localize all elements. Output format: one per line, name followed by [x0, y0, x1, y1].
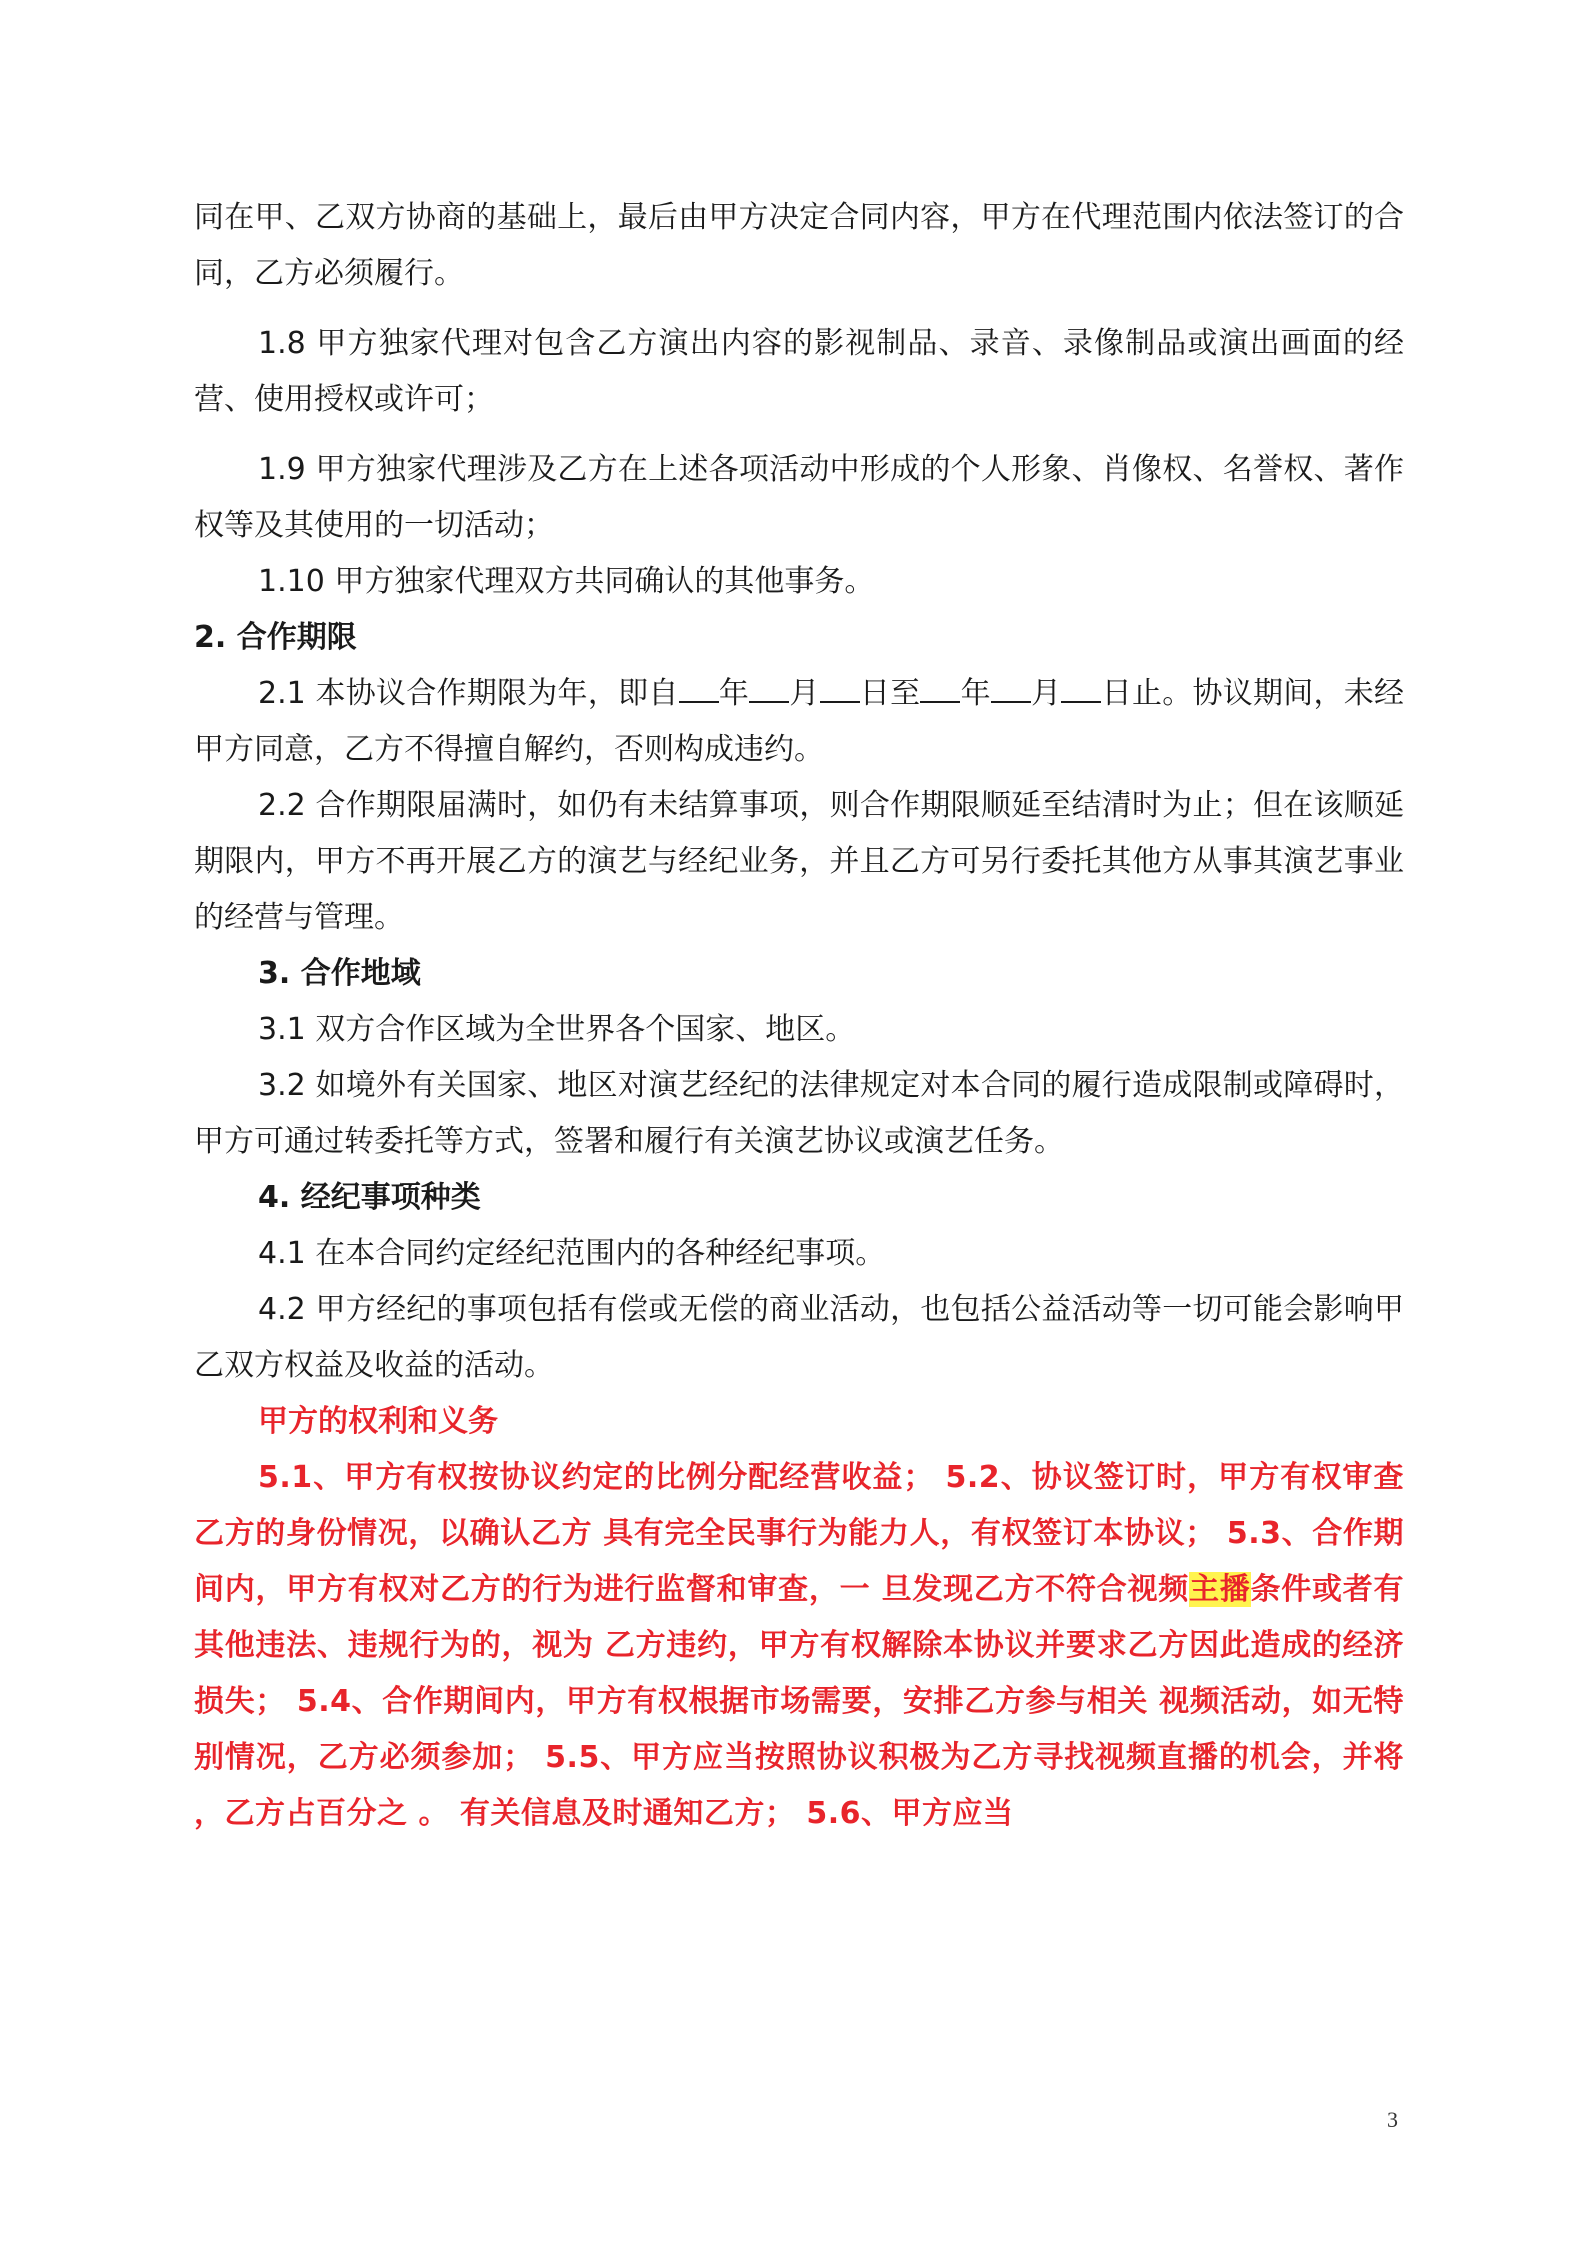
clause-2-1-text-f: 月	[1030, 676, 1062, 711]
clause-5-red-block	[194, 1450, 1404, 1842]
document-body	[194, 190, 1404, 1842]
clause-2-1-text-a: 2.1 本协议合作期限为年，即自	[258, 676, 679, 711]
clause-2-2: 2.2 合作期限届满时，如仍有未结算事项，则合作期限顺延至结清时为止；但在该顺延期限内，甲方不再开展乙方的演艺与经纪业务，并且乙方可另行委托其他方从事其演艺事业的经营与管理。	[194, 788, 1404, 935]
clause-2-1-text-c: 月	[789, 676, 820, 711]
blank-field	[991, 673, 1031, 703]
clause-2-1-text-b: 年	[718, 676, 750, 711]
clause-2-1	[194, 666, 1404, 778]
blank-field	[820, 673, 860, 703]
clause-3-2: 3.2 如境外有关国家、地区对演艺经纪的法律规定对本合同的履行造成限制或障碍时，甲方可通过转委托等方式，签署和履行有关演艺协议或演艺任务。	[194, 1068, 1404, 1159]
blank-field	[920, 673, 960, 703]
page-number: 3	[1387, 2107, 1398, 2132]
clause-4-2: 4.2 甲方经纪的事项包括有偿或无偿的商业活动，也包括公益活动等一切可能会影响甲乙双方权益及收益的活动。	[194, 1292, 1404, 1383]
blank-field	[749, 673, 789, 703]
clause-2-1-text-e: 年	[960, 676, 991, 711]
section-heading-5: 甲方的权利和义务	[258, 1404, 498, 1439]
clause-2-1-text-d: 日至	[859, 676, 921, 711]
section-heading-4: 4. 经纪事项种类	[258, 1180, 481, 1215]
clause-1-9: 1.9 甲方独家代理涉及乙方在上述各项活动中形成的个人形象、肖像权、名誉权、著作权等及其使用的一切活动；	[194, 452, 1404, 543]
clause-4-1: 4.1 在本合同约定经纪范围内的各种经纪事项。	[258, 1236, 886, 1271]
section-heading-2: 2. 合作期限	[194, 620, 357, 655]
clause-5-text-after: 条件或者有其他违法、违规行为的，视为 乙方违约，甲方有权解除本协议并要求乙方因此造成的经济损失； 5.4、合作期间内，甲方有权根据市场需要，安排乙方参与相关 视频活动，如无特别情况，乙方必须参加； 5.5、甲方应当按照协议积极为乙方寻找视频直播的机会，并将 ，乙方占百分之 。 有关信息及时通知乙方； 5.6、甲方应当	[194, 1572, 1405, 1831]
section-heading-3: 3. 合作地域	[258, 956, 421, 991]
clause-3-1: 3.1 双方合作区域为全世界各个国家、地区。	[258, 1012, 856, 1047]
highlighted-term: 主播	[1189, 1572, 1251, 1607]
clause-1-10: 1.10 甲方独家代理双方共同确认的其他事务。	[258, 564, 875, 599]
blank-field	[1061, 673, 1101, 703]
clause-5-text-before: 5.1、甲方有权按协议约定的比例分配经营收益； 5.2、协议签订时，甲方有权审查乙方的身份情况，以确认乙方 具有完全民事行为能力人，有权签订本协议； 5.3、合作期间内，甲方有权对乙方的行为进行监督和审查，一 旦发现乙方不符合视频	[194, 1460, 1404, 1607]
paragraph-continuation: 同在甲、乙双方协商的基础上，最后由甲方决定合同内容，甲方在代理范围内依法签订的合同，乙方必须履行。	[194, 200, 1404, 291]
clause-1-8: 1.8 甲方独家代理对包含乙方演出内容的影视制品、录音、录像制品或演出画面的经营、使用授权或许可；	[194, 326, 1404, 417]
blank-field	[679, 673, 719, 703]
clause-2-1-text-g: 日止。协议期间，未经甲方同意，乙方不得擅自解约，否则构成违约。	[194, 676, 1405, 767]
